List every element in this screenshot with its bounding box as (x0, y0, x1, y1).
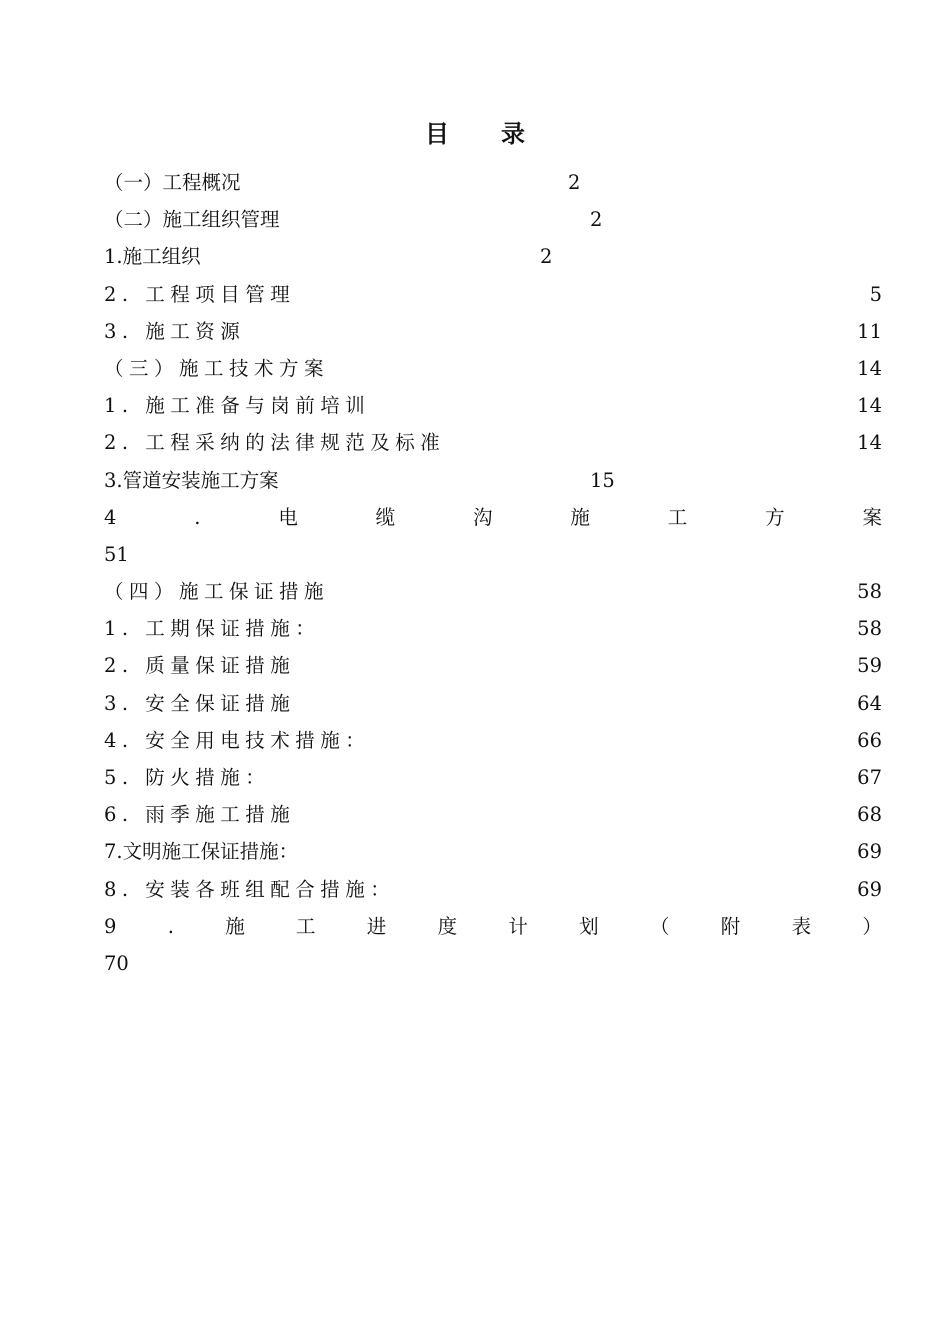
toc-entry-label: 2. 工程采纳的法律规范及标准 (104, 431, 446, 455)
toc-entry-page: 2 (568, 171, 581, 194)
toc-entry-page: 51 (104, 542, 129, 566)
toc-entry-part: . (167, 914, 174, 938)
toc-entry-page: 15 (590, 468, 615, 492)
toc-entry-section-1[interactable] (104, 164, 882, 201)
toc-title (0, 114, 950, 154)
toc-entry-page: 58 (857, 617, 882, 641)
toc-entry-label: 3.管道安装施工方案 (104, 468, 279, 492)
toc-entry-4-9-page-line (104, 945, 882, 982)
toc-entry-part: 沟 (473, 505, 493, 529)
toc-entry-label: 7.文明施工保证措施： (104, 840, 299, 864)
toc-entry-label: 3. 施工资源 (104, 319, 246, 343)
toc-entry-page: 2 (540, 245, 553, 269)
toc-entry-part: 施 (570, 505, 590, 529)
toc-entry-label: 1.施工组织 (104, 245, 201, 269)
toc-entry-part: 电 (278, 505, 298, 529)
toc-entry-part: 施 (225, 914, 245, 938)
toc-entry-label: 1. 施工准备与岗前培训 (104, 394, 371, 418)
toc-entry-part: 表 (791, 914, 812, 938)
toc-entry-label: 2. 工程项目管理 (104, 282, 296, 306)
toc-entry-part: （ (649, 914, 670, 938)
toc-entry-label: （一）工程概况 (104, 171, 241, 194)
toc-entry-page: 67 (857, 766, 882, 789)
toc-entry-part: 度 (437, 914, 458, 938)
title-char-1: 目 (425, 119, 449, 148)
toc-entry-section-3[interactable] (104, 350, 882, 387)
toc-entry-page: 14 (857, 394, 882, 418)
toc-entry-3-2[interactable] (104, 424, 882, 461)
toc-entry-part: 9 (104, 914, 117, 938)
toc-entry-page: 66 (857, 728, 882, 752)
toc-entry-label: （二）施工组织管理 (104, 208, 280, 232)
toc-entry-page: 64 (857, 691, 882, 715)
toc-entry-label: 1. 工期保证措施： (104, 617, 321, 641)
toc-entry-page: 14 (857, 431, 882, 455)
toc-entry-page: 68 (857, 803, 882, 827)
toc-entry-part: . (194, 505, 201, 529)
toc-entry-2-1[interactable] (104, 238, 882, 275)
toc-entry-2-3[interactable] (104, 313, 882, 350)
toc-entry-3-1[interactable] (104, 387, 882, 424)
toc-entry-4-9[interactable] (104, 908, 882, 945)
toc-entry-label: （三）施工技术方案 (104, 356, 330, 380)
toc-entry-part: 附 (720, 914, 741, 938)
toc-entry-page: 69 (857, 840, 882, 864)
toc-entry-4-4[interactable] (104, 722, 882, 759)
toc-entry-4-8[interactable] (104, 871, 882, 908)
toc-entry-4-2[interactable] (104, 647, 882, 684)
toc-entry-3-3[interactable] (104, 462, 882, 499)
toc-entry-part: 划 (579, 914, 599, 938)
table-of-contents (104, 164, 882, 982)
toc-entry-part: 案 (862, 505, 882, 529)
toc-entry-page: 14 (857, 356, 882, 380)
toc-entry-part: ） (862, 914, 882, 938)
toc-entry-page: 59 (857, 654, 882, 678)
toc-entry-page: 58 (857, 580, 882, 604)
toc-entry-3-4-page-line (104, 536, 882, 573)
toc-entry-page: 5 (869, 282, 882, 306)
toc-entry-4-7[interactable] (104, 833, 882, 870)
toc-entry-3-4[interactable] (104, 499, 882, 536)
toc-entry-section-4[interactable] (104, 573, 882, 610)
toc-entry-section-2[interactable] (104, 201, 882, 238)
toc-entry-part: 进 (366, 914, 387, 938)
toc-entry-label: 8. 安装各班组配合措施： (104, 877, 396, 901)
toc-entry-label: （四）施工保证措施 (104, 580, 330, 604)
toc-entry-part: 工 (667, 505, 688, 529)
toc-entry-part: 计 (508, 914, 528, 938)
toc-entry-part: 缆 (375, 505, 396, 529)
toc-entry-label: 4. 安全用电技术措施： (104, 728, 371, 752)
toc-entry-page: 69 (857, 877, 882, 901)
toc-entry-part: 工 (295, 914, 316, 938)
toc-entry-page: 70 (104, 951, 129, 975)
toc-entry-page: 2 (590, 208, 603, 232)
toc-entry-page: 11 (857, 319, 882, 343)
toc-entry-4-1[interactable] (104, 610, 882, 647)
toc-entry-2-2[interactable] (104, 276, 882, 313)
toc-entry-4-6[interactable] (104, 796, 882, 833)
toc-entry-4-5[interactable] (104, 759, 882, 796)
toc-entry-label: 6. 雨季施工措施 (104, 803, 296, 827)
toc-entry-label: 5. 防火措施： (104, 766, 271, 789)
toc-entry-label: 3. 安全保证措施 (104, 691, 296, 715)
toc-entry-part: 4 (104, 505, 117, 529)
toc-entry-4-3[interactable] (104, 685, 882, 722)
toc-entry-label: 2. 质量保证措施 (104, 654, 296, 678)
title-char-2: 录 (501, 119, 525, 148)
toc-entry-part: 方 (765, 505, 785, 529)
